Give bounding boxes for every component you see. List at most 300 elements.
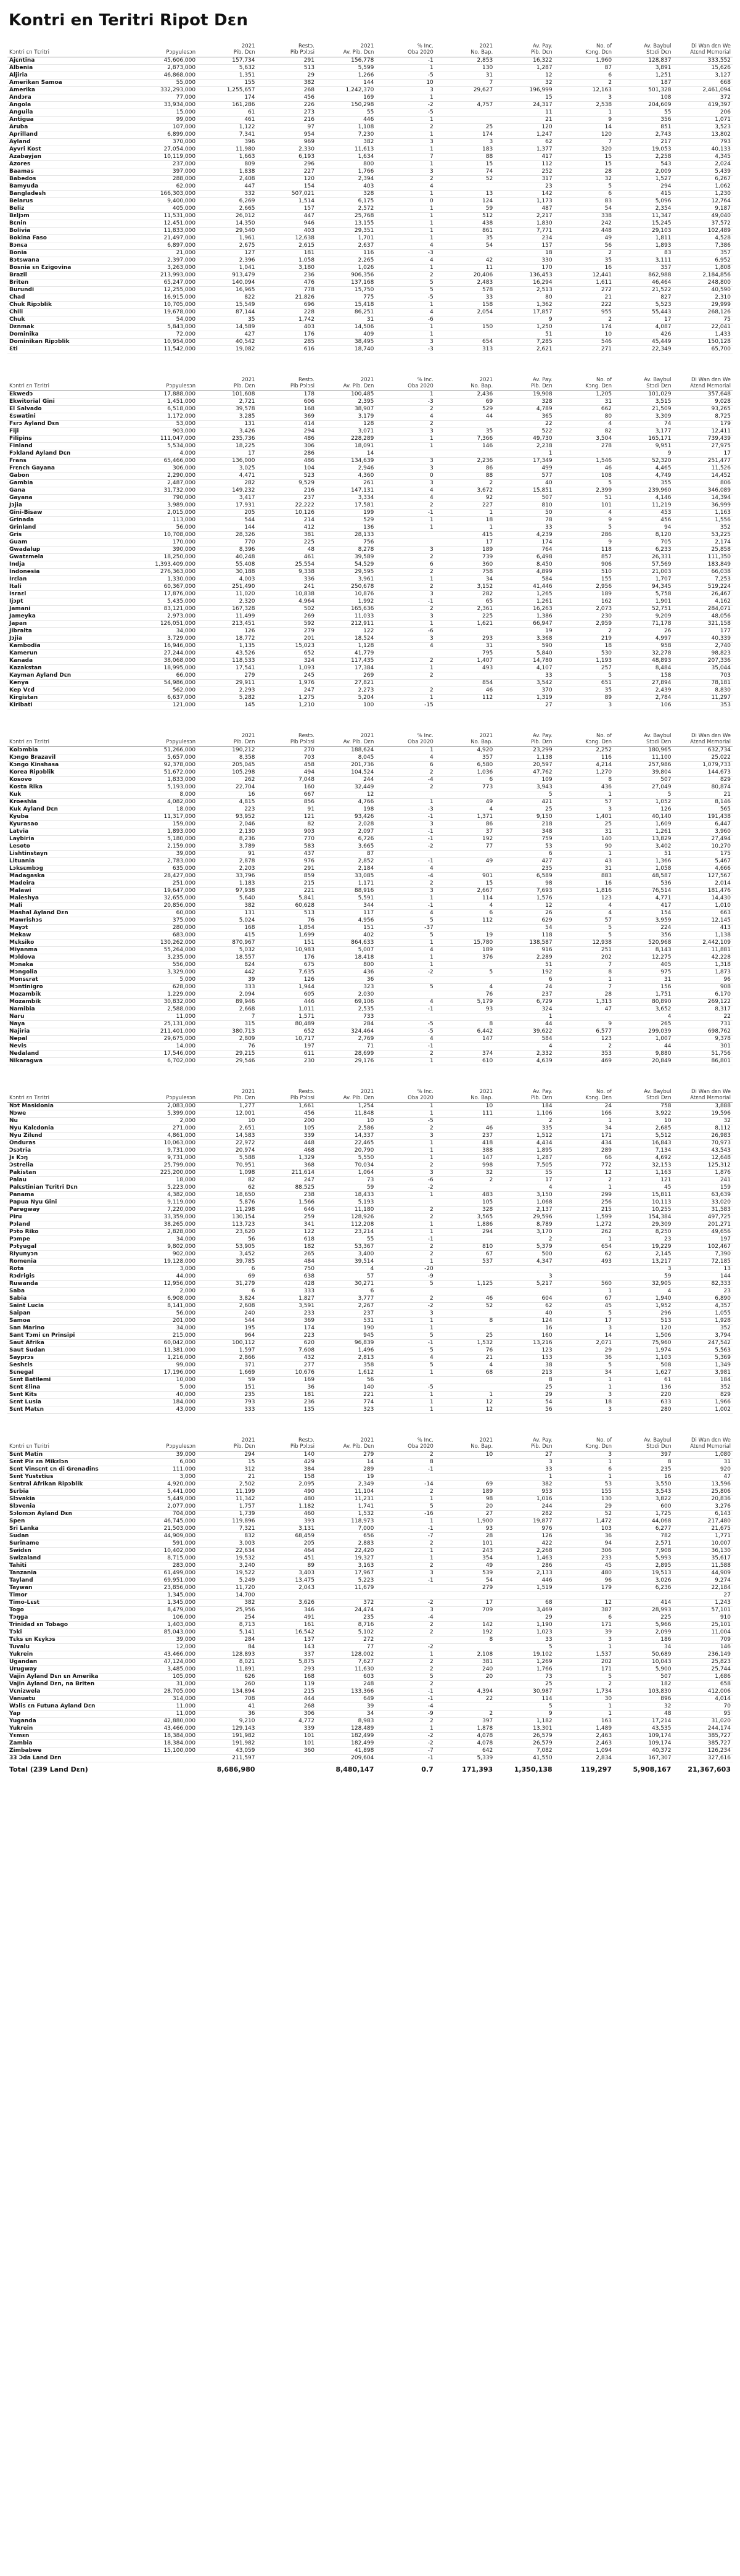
table-cell: 46 [435,1125,495,1133]
table-cell: 822 [197,294,257,302]
table-cell: 8 [435,1318,495,1325]
table-row [7,1644,733,1651]
table-cell: 25,799,000 [138,1162,197,1170]
table-row [7,784,733,791]
table-cell: 4 [435,1362,495,1369]
table-row [7,1377,733,1384]
table-cell: 4,639 [495,1058,554,1065]
table-cell: 592 [257,621,316,628]
table-cell: 138,587 [495,939,554,947]
table-cell: 4 [376,754,435,762]
table-cell: 1,757 [197,1503,257,1511]
table-cell: 83 [554,198,614,205]
table-cell: 88 [435,154,495,161]
table-cell: 3 [554,94,614,102]
table-cell: 235 [197,1392,257,1399]
table-cell: 34 [316,1711,376,1718]
table-cell [435,1614,495,1622]
table-row [7,1310,733,1318]
table-cell: 1,609 [614,821,673,828]
table-cell: 1,172,000 [138,413,197,421]
table-cell: 1,401 [554,814,614,821]
table-cell: 53 [495,843,554,851]
table-cell: 265 [614,1021,673,1028]
table-cell: 1 [376,962,435,969]
table-row [7,1681,733,1688]
table-cell: 169 [257,1377,316,1384]
table-cell: 236 [257,1399,316,1406]
table-row [7,1451,733,1459]
table-cell: 1,900 [435,1518,495,1525]
table-cell: 291 [257,865,316,873]
country-name: Dominikan Ripɔblik [7,339,138,346]
table-cell: 43,543 [673,1147,733,1155]
table-cell: 187 [614,80,673,87]
table-cell: 265 [257,1251,316,1258]
table-row [7,939,733,947]
table-cell: 71,178 [614,621,673,628]
table-cell: 2,513 [495,287,554,294]
table-cell: 1 [376,443,435,450]
table-cell: 38,907 [316,406,376,413]
table-cell: 154,384 [614,1214,673,1221]
table-row [7,584,733,591]
country-name: Kanada [7,658,138,665]
table-row [7,205,733,213]
table-cell: 101 [435,1540,495,1548]
table-cell: 4,360 [316,473,376,480]
table-cell: 103 [554,1525,614,1533]
table-cell: 225 [435,613,495,621]
country-name: Bokina Faso [7,235,138,242]
table-row [7,324,733,331]
table-cell: -6 [376,316,435,324]
table-cell: 11 [435,265,495,272]
table-cell: 3,888 [673,1103,733,1110]
table-cell: 1,171 [316,880,376,888]
table-cell: 795 [435,650,495,658]
table-cell: 119 [257,1681,316,1688]
country-name: Ɛswatini [7,413,138,421]
table-cell [554,1273,614,1281]
table-row [7,621,733,628]
table-cell: 38,068,000 [138,658,197,665]
table-row [7,598,733,606]
table-cell: 9,028 [673,398,733,406]
table-cell: 4,861,000 [138,1133,197,1140]
table-cell: -1 [376,828,435,836]
table-cell: 626 [197,1674,257,1681]
column-header: % Inc. Oba 2020 [376,733,435,747]
table-cell: 9,378 [673,1036,733,1043]
table-cell: 2 [376,1488,435,1496]
table-cell: 6,236 [614,1585,673,1592]
table-cell: 2,572 [316,205,376,213]
table-cell: 1,036 [435,769,495,777]
table-row [7,1103,733,1110]
table-cell: 1,058 [257,257,316,265]
table-cell: 31 [614,976,673,984]
column-header: Restɔ. Pib Pɔlɔsi [257,1437,316,1451]
table-cell: 16,965 [197,287,257,294]
country-name: Tahiti [7,1563,138,1570]
table-row [7,1347,733,1355]
table-cell: 98 [435,1496,495,1503]
table-cell: 48,587 [614,873,673,880]
table-cell: 39,578 [197,406,257,413]
table-cell: 257,986 [614,762,673,769]
table-cell: 66 [554,1155,614,1162]
country-name: Kirgistan [7,695,138,702]
table-cell: 507 [614,1674,673,1681]
country-name: Ɛti [7,346,138,353]
table-cell: 119,896 [197,1518,257,1525]
table-cell: 3,240 [197,1563,257,1570]
table-cell: 1,876 [673,1170,733,1177]
table-cell: 1,079,733 [673,762,733,769]
table-cell: 77 [316,1644,376,1651]
table-cell: 335 [495,1125,554,1133]
country-name: Gris [7,532,138,539]
table-cell: 294 [614,183,673,191]
table-cell: 3,989,000 [138,502,197,510]
table-cell: 2,397,000 [138,257,197,265]
table-cell: 56,000 [138,1310,197,1318]
table-cell: 458 [257,762,316,769]
table-cell: 12 [554,1170,614,1177]
table-cell: 19,908 [495,391,554,398]
table-cell: 88,525 [257,1184,316,1192]
table-cell: 793 [673,139,733,146]
table-cell: 3,334 [316,495,376,502]
table-cell: 2,015,000 [138,510,197,517]
report-tables [7,43,733,1776]
table-cell [376,976,435,984]
table-cell: -1 [376,57,435,65]
table-cell: 5,141 [197,1629,257,1637]
table-cell: 1,663 [197,154,257,161]
table-cell: 16,263 [495,606,554,613]
table-cell: 9,209 [614,613,673,621]
table-cell: 1,901 [614,598,673,606]
table-cell: 56 [197,1236,257,1244]
total-cell: 8,480,147 [316,1762,376,1777]
table-cell: 93 [435,1006,495,1013]
table-cell: 44 [495,1021,554,1028]
country-name: Kambodia [7,643,138,650]
table-row [7,687,733,695]
table-cell: 144 [673,1273,733,1281]
table-cell: 2,320 [197,598,257,606]
table-cell: 5,024 [197,917,257,925]
table-cell: 368 [257,1162,316,1170]
table-cell: 1,506 [614,1332,673,1340]
table-cell [554,450,614,458]
table-cell: 703 [257,754,316,762]
table-cell: 1 [554,1288,614,1295]
table-cell: 2,608 [197,1303,257,1310]
table-row [7,1688,733,1696]
table-cell: 3 [554,806,614,814]
table-cell: 32,655,000 [138,895,197,902]
table-cell: 1,080 [673,1451,733,1459]
table-cell: 1 [376,517,435,524]
table-cell: 2 [554,316,614,324]
table-cell: 1 [376,665,435,672]
table-row [7,487,733,495]
table-cell: 151 [316,925,376,932]
table-cell: 456 [257,1110,316,1118]
country-name: Suriname [7,1540,138,1548]
table-row [7,228,733,235]
table-cell: 782 [614,1533,673,1540]
table-cell: 705 [614,539,673,547]
table-cell: 107,000 [138,124,197,131]
table-cell: 1,163 [673,510,733,517]
table-cell: 220 [614,1392,673,1399]
table-cell: 7,048 [257,777,316,784]
table-cell: 46 [435,687,495,695]
data-table [7,1089,733,1414]
table-cell: 1,010 [673,902,733,910]
table-cell: 1,093 [257,665,316,672]
table-cell: 384 [257,1466,316,1474]
table-cell: 338 [554,213,614,220]
country-name: Mekaw [7,932,138,939]
table-cell: 1,725 [614,1511,673,1518]
table-cell: 19 [316,1474,376,1481]
table-cell: 1,576 [495,895,554,902]
table-cell: 3,542 [495,680,554,687]
table-cell: 446 [257,999,316,1006]
table-cell: 21,000 [138,250,197,257]
table-cell: 1 [554,1474,614,1481]
table-cell: 354 [435,1555,495,1563]
table-cell: 1,532 [316,1511,376,1518]
column-header: Kɔntri ɛn Tɛritri [7,43,138,57]
table-cell: 1,173 [495,198,554,205]
table-row [7,465,733,473]
table-cell: 10 [614,1118,673,1125]
table-row [7,124,733,131]
table-row [7,917,733,925]
table-cell: 156 [614,984,673,991]
table-cell: -1 [376,858,435,865]
table-cell: 2,637 [316,242,376,250]
table-row [7,1229,733,1236]
table-cell: 2,873,000 [138,65,197,72]
table-cell: 184,000 [138,1399,197,1406]
table-cell: 12,411 [673,428,733,436]
table-cell: 1,966 [673,1399,733,1406]
table-cell: 2,159,000 [138,843,197,851]
table-row [7,524,733,532]
table-cell: 183 [435,146,495,154]
table-cell: 52 [435,176,495,183]
table-cell: 191,982 [197,1733,257,1740]
table-cell: 2,000 [138,1118,197,1125]
table-cell: 230 [554,613,614,621]
table-cell: 1,058 [614,865,673,873]
table-cell: 480 [257,1496,316,1503]
table-row [7,139,733,146]
table-cell: 1,002 [673,1406,733,1414]
table-cell: 51,266,000 [138,747,197,754]
table-cell: 2,535 [316,1006,376,1013]
table-cell: 3,961 [316,576,376,584]
table-cell: 11,381,000 [138,1347,197,1355]
country-name: Romenia [7,1258,138,1266]
table-row [7,480,733,487]
table-cell: 1,739 [197,1511,257,1518]
table-cell: 3,127 [673,72,733,80]
table-cell: 19,128,000 [138,1258,197,1266]
table-cell: 5 [554,1310,614,1318]
table-cell: 12 [435,1399,495,1406]
table-cell: 447 [257,213,316,220]
table-row [7,888,733,895]
country-name: Finland [7,443,138,450]
page-title: Kontri en Teritri Ripot Dɛn [9,11,249,30]
table-cell: 18 [435,517,495,524]
table-cell: 583 [257,843,316,851]
table-cell: 810 [495,502,554,510]
table-row [7,747,733,754]
table-cell: 1,734 [554,1688,614,1696]
table-cell: 739,439 [673,436,733,443]
table-cell: 333 [197,984,257,991]
table-cell: 12,163 [554,87,614,94]
table-cell: 1 [376,1548,435,1555]
table-cell: 126 [257,976,316,984]
table-cell: 205 [197,510,257,517]
table-cell: 750 [257,1266,316,1273]
table-cell: 214 [257,517,316,524]
table-cell: 8,143 [614,947,673,954]
table-cell: 2,675 [197,242,257,250]
table-cell: 1,242,370 [316,87,376,94]
table-cell: 47,124,000 [138,1659,197,1666]
table-cell [554,1592,614,1600]
table-cell: 247,542 [673,1340,733,1347]
country-name: Israɛl [7,591,138,598]
table-cell: 1 [376,1147,435,1155]
table-cell: 2,217 [495,213,554,220]
table-cell: 18,384,000 [138,1733,197,1740]
table-cell: 4,749 [614,473,673,480]
country-name: Sɛnt Ɛlina [7,1384,138,1392]
country-name: Mɔldova [7,954,138,962]
column-header: Di Wan dɛn We Atɛnd Mɛmorial [673,43,733,57]
table-cell: 128,926 [316,1214,376,1221]
table-cell: -1 [376,598,435,606]
table-cell: 1,277 [197,1103,257,1110]
table-cell: 1 [376,131,435,139]
table-cell: 72,000 [138,331,197,339]
table-row [7,984,733,991]
table-cell: 174 [197,94,257,102]
table-cell: 3,504 [554,436,614,443]
table-cell: 43,526 [197,650,257,658]
country-name: Papua Nyu Gini [7,1199,138,1207]
table-cell: 171 [554,1622,614,1629]
table-cell: 70,951 [197,1162,257,1170]
table-cell: 87 [316,851,376,858]
table-row [7,910,733,917]
table-cell: 2,769 [316,1036,376,1043]
table-cell: 353 [673,702,733,709]
column-header: No. of Kɔng. Dɛn [554,377,614,391]
table-cell: 17,967 [316,1570,376,1577]
table-cell: -5 [376,109,435,117]
table-cell: 9 [614,450,673,458]
table-cell: -2 [376,843,435,851]
table-cell: 70,034 [316,1162,376,1170]
table-cell: 31 [435,643,495,650]
table-cell: 36 [316,976,376,984]
table-row [7,1273,733,1281]
table-cell: 5 [376,984,435,991]
table-cell: 5 [554,1674,614,1681]
table-cell: 294 [435,1229,495,1236]
table-cell: 150,298 [316,102,376,109]
country-name: Lituania [7,858,138,865]
table-cell: 35,044 [673,665,733,672]
table-cell: 1 [376,1318,435,1325]
table-cell: 18,524 [316,635,376,643]
country-name: Mɔntinigro [7,984,138,991]
table-row [7,1355,733,1362]
table-cell: 3,111 [614,257,673,265]
table-cell: -7 [376,1748,435,1755]
country-name: Andɔra [7,94,138,102]
country-name: Malawi [7,888,138,895]
table-cell: 18 [554,1399,614,1406]
table-row [7,1281,733,1288]
country-name: Tanzania [7,1570,138,1577]
table-cell: -1 [376,1006,435,1013]
table-cell: 510 [554,569,614,576]
table-cell: 11,033 [316,613,376,621]
table-cell: 105 [435,1199,495,1207]
table-cell: 964 [197,1332,257,1340]
table-cell: 42,228 [673,954,733,962]
table-cell: 1 [554,1118,614,1125]
table-cell: 12,275 [614,954,673,962]
table-cell: 31 [554,398,614,406]
table-row [7,962,733,969]
table-cell: 1 [554,1236,614,1244]
table-cell: 421 [495,799,554,806]
table-cell: 38,265,000 [138,1221,197,1229]
column-header: Kɔntri ɛn Tɛritri [7,1089,138,1103]
table-cell: 1,407 [435,658,495,665]
table-cell: 451 [257,1555,316,1563]
table-cell: 33 [495,1637,554,1644]
table-cell: 14 [316,1459,376,1466]
table-cell: 19 [435,932,495,939]
table-cell: 130 [435,65,495,72]
table-cell: 23 [614,1236,673,1244]
country-name: Nedaland [7,1051,138,1058]
table-cell: 328 [435,1207,495,1214]
table-cell: 268,126 [673,309,733,316]
table-row [7,1740,733,1748]
table-cell: 93,952 [197,814,257,821]
table-cell: 2,330 [257,146,316,154]
table-row [7,1384,733,1392]
table-cell: 2,000 [138,1288,197,1295]
